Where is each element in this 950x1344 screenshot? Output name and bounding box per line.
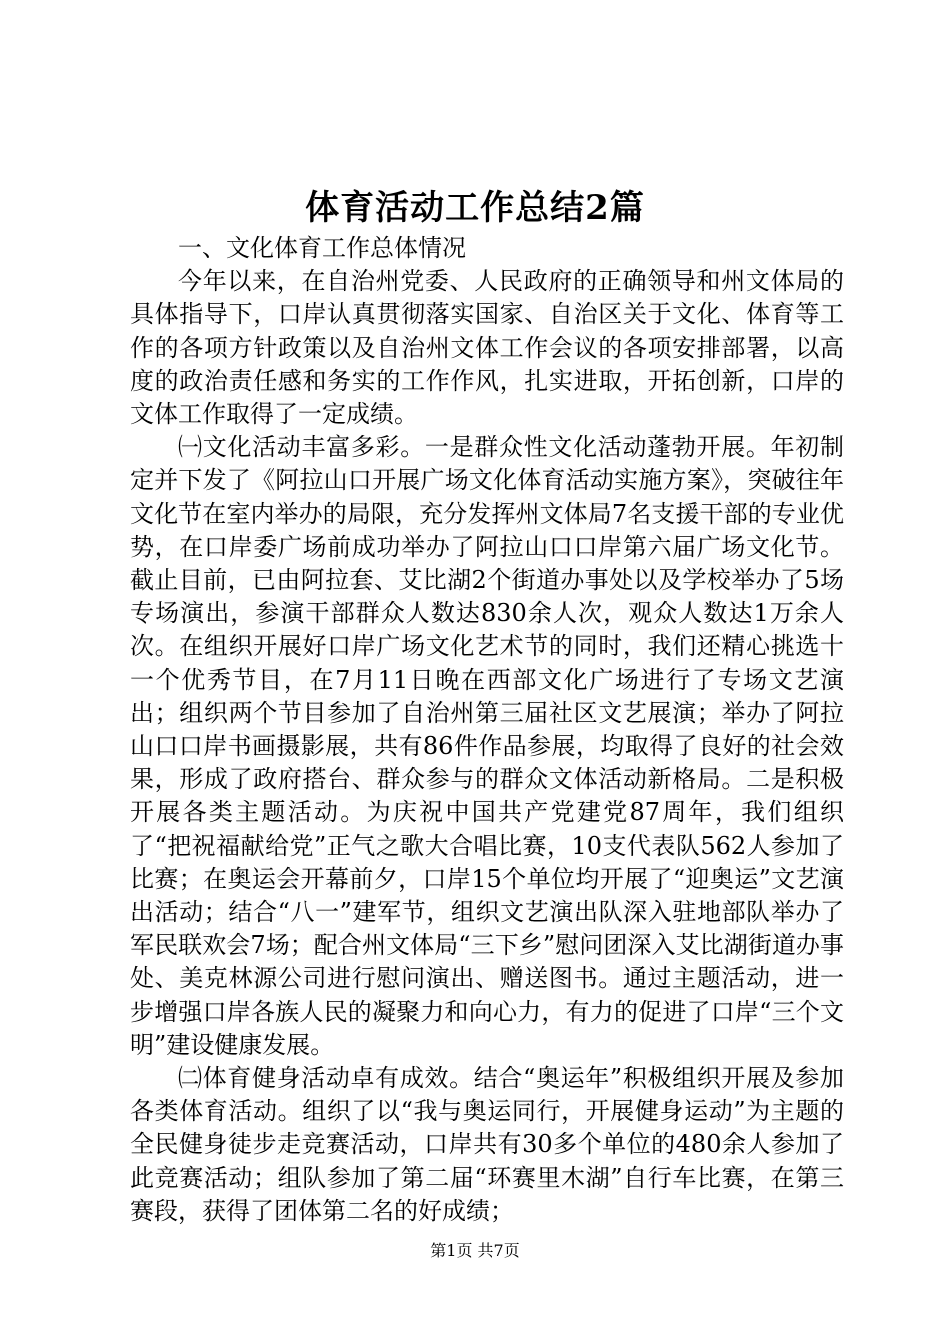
body-paragraph: ㈠文化活动丰富多彩。一是群众性文化活动蓬勃开展。年初制定并下发了《阿拉山口开展广场文化体育活动实施方案》，突破往年文化节在室内举办的局限，充分发挥州文体局7名支援干部的专业优势，在口岸委广场前成功举办了阿拉山口口岸第六届广场文化节。截止目前，已由阿拉套、艾比湖2个街道办事处以及学校举办了5场专场演出，参演干部群众人数达830余人次，观众人数达1万余人次。在组织开展好口岸广场文化艺术节的同时，我们还精心挑选十一个优秀节目，在7月11日晚在西部文化广场进行了专场文艺演出；组织两个节目参加了自治州第三届社区文艺展演；举办了阿拉山口口岸书画摄影展，共有86件作品参展，均取得了良好的社会效果，形成了政府搭台、群众参与的群众文体活动新格局。二是积极开展各类主题活动。为庆祝中国共产党建党87周年，我们组织了“把祝福献给党”正气之歌大合唱比赛，10支代表队562人参加了比赛；在奥运会开幕前夕，口岸15个单位均开展了“迎奥运”文艺演出活动；结合“八一”建军节，组织文艺演出队深入驻地部队举办了军民联欢会7场；配合州文体局“三下乡”慰问团深入艾比湖街道办事处、美克林源公司进行慰问演出、赠送图书。通过主题活动，进一步增强口岸各族人民的凝聚力和向心力，有力的促进了口岸“三个文明”建设健康发展。	[130, 433, 844, 1059]
body-paragraph: 今年以来，在自治州党委、人民政府的正确领导和州文体局的具体指导下，口岸认真贯彻落实国家、自治区关于文化、体育等工作的各项方针政策以及自治州文体工作会议的各项安排部署，以高度的政治责任感和务实的工作作风，扎实进取，开拓创新，口岸的文体工作取得了一定成绩。	[130, 267, 844, 429]
body-paragraph: ㈡体育健身活动卓有成效。结合“奥运年”积极组织开展及参加各类体育活动。组织了以“我与奥运同行，开展健身运动”为主题的全民健身徒步走竞赛活动，口岸共有30多个单位的480余人参加了此竞赛活动；组队参加了第二届“环赛里木湖”自行车比赛，在第三赛段，获得了团体第二名的好成绩；	[130, 1064, 844, 1225]
section-heading: 一、文化体育工作总体情况	[178, 234, 466, 262]
document-title: 体育活动工作总结2篇	[305, 188, 645, 228]
page-footer: 第1页 共7页	[430, 1241, 520, 1260]
document-body	[130, 232, 844, 1228]
